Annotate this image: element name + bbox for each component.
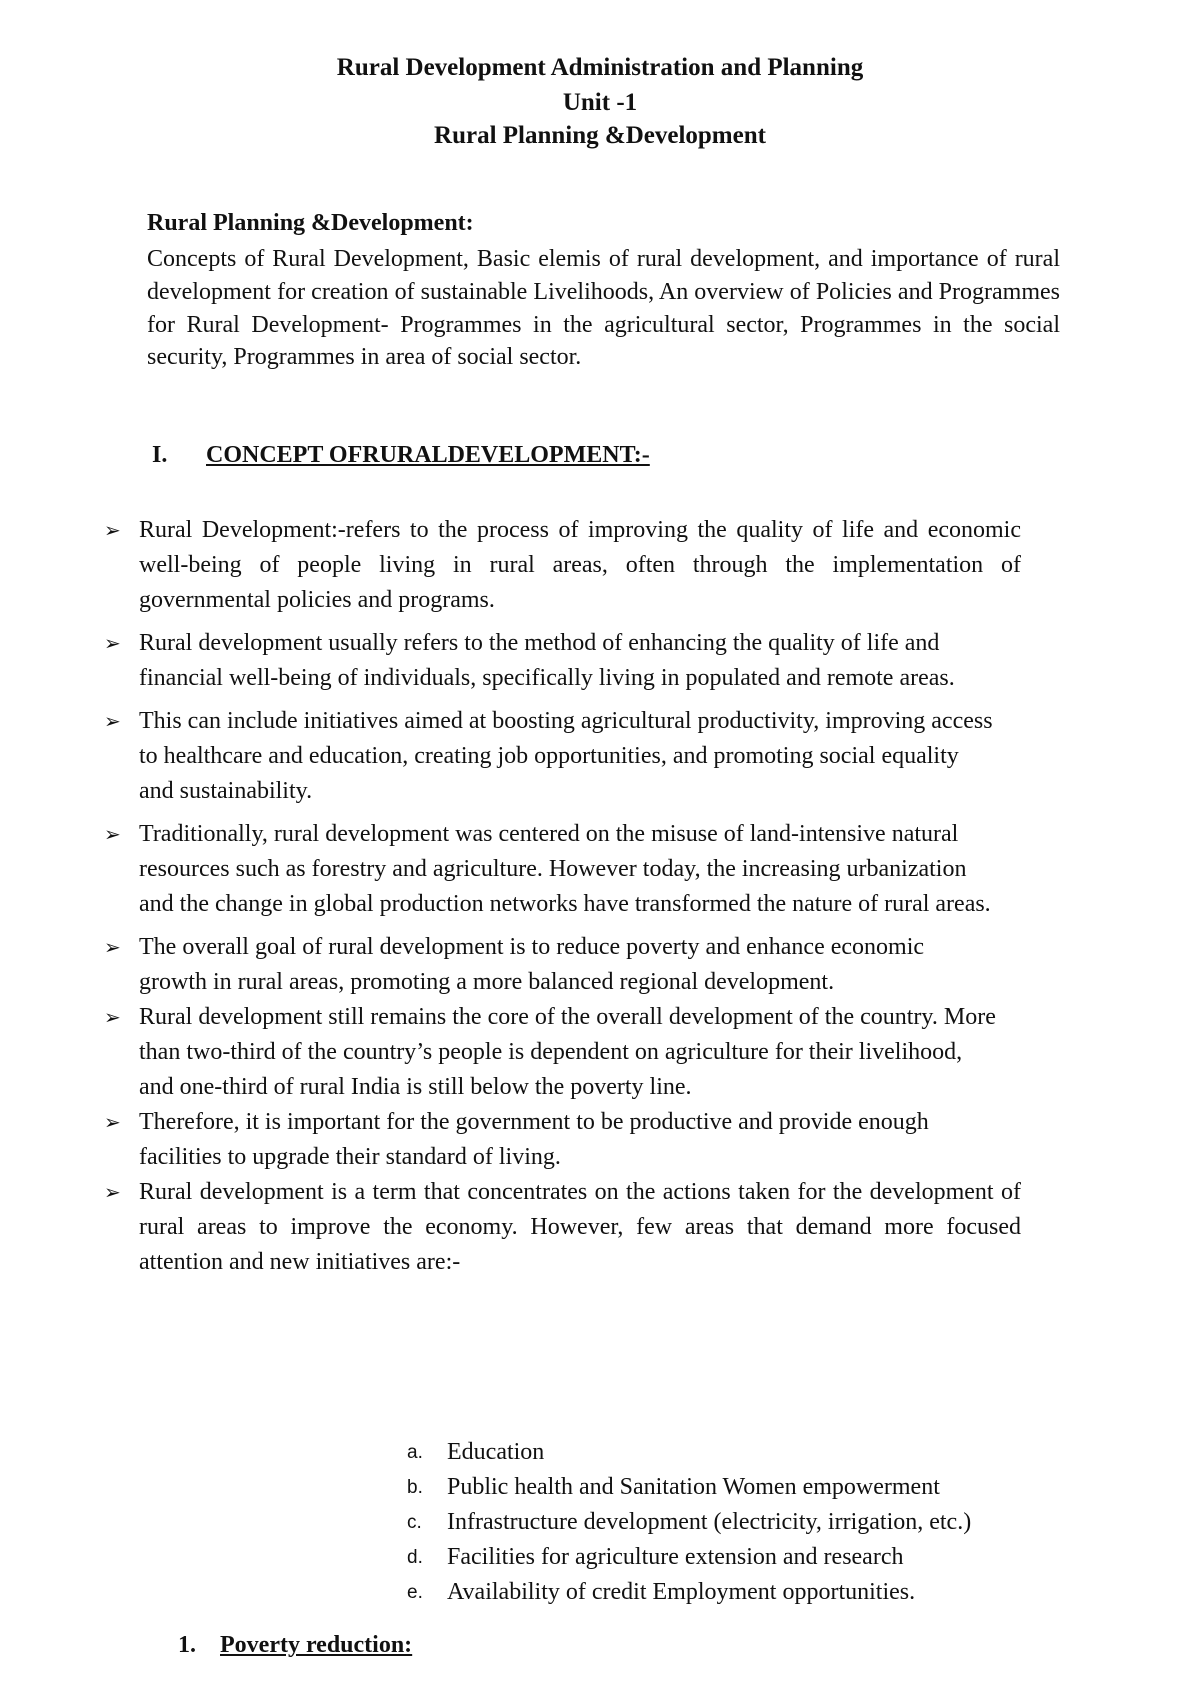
bullet-text: Therefore, it is important for the government to be productive and provide enough facilities to upgrade their standard of living. [139,1109,929,1170]
list-item [0,930,959,1000]
arrow-bullet-icon: ➢ [104,1110,121,1134]
list-item [0,1470,1200,1505]
arrow-bullet-icon: ➢ [104,1005,121,1029]
list-item [0,1000,999,1105]
list-letter: c. [407,1512,422,1533]
arrow-bullet-icon: ➢ [104,1180,121,1204]
arrow-bullet-icon: ➢ [104,518,121,542]
list-letter: d. [407,1547,423,1568]
unit-label: Unit -1 [562,89,638,116]
bullet-text: Traditionally, rural development was centered on the misuse of land-intensive natural resources such as forestry and agriculture. However today, the increasing urbanization and the change in global production networks have transformed the nature of rural areas. [139,821,991,917]
list-item-text: Availability of credit Employment opportunities. [447,1579,916,1605]
list-letter: a. [407,1442,423,1463]
list-letter: b. [407,1477,423,1498]
section-number: I. [152,442,168,468]
list-item [0,1505,1200,1540]
focus-areas-list [0,1435,1200,1610]
list-item [0,704,999,809]
list-item [0,817,999,922]
list-item-text: Education [447,1439,545,1465]
list-item [0,1105,999,1175]
list-item-text: Infrastructure development (electricity, irrigation, etc.) [447,1509,972,1535]
bullet-text: Rural Development:-refers to the process of improving the quality of life and economic well-being of people living in rural areas, often through the implementation of governmental policies and programs. [139,517,1021,613]
unit-title: Rural Planning &Development [434,122,766,149]
list-item [0,1575,1200,1610]
section-heading: CONCEPT OFRURALDEVELOPMENT:- [206,442,650,468]
intro-paragraph: Concepts of Rural Development, Basic elemis of rural development, and importance of rural development for creation of sustainable Livelihoods, An overview of Policies and Programmes for Rural Development- Programmes in the agricultural sector, Programmes in the social security, Programmes in area of social sector. [147,246,1060,371]
bullet-list [0,513,1200,1280]
list-letter: e. [407,1582,423,1603]
intro-heading: Rural Planning &Development: [147,210,474,236]
list-item-text: Facilities for agriculture extension and research [447,1544,904,1570]
bullet-text: This can include initiatives aimed at boosting agricultural productivity, improving access to healthcare and education, creating job opportunities, and promoting social equality and sustainability. [139,708,993,804]
arrow-bullet-icon: ➢ [104,822,121,846]
arrow-bullet-icon: ➢ [104,935,121,959]
arrow-bullet-icon: ➢ [104,631,121,655]
bullet-text: The overall goal of rural development is to reduce poverty and enhance economic growth in rural areas, promoting a more balanced regional development. [139,934,925,995]
bullet-text: Rural development usually refers to the method of enhancing the quality of life and financial well-being of individuals, specifically living in populated and remote areas. [139,630,955,691]
list-item [0,626,1021,696]
list-item [0,513,1021,618]
bullet-text: Rural development still remains the core of the overall development of the country. More than two-third of the country’s people is dependent on agriculture for their livelihood, and one-third of rural India is still below the poverty line. [139,1004,996,1100]
list-item-text: Public health and Sanitation Women empowerment [447,1474,940,1500]
subsection-heading: Poverty reduction: [220,1632,413,1658]
list-item [0,1540,1200,1575]
list-item [0,1175,1021,1280]
bullet-text: Rural development is a term that concentrates on the actions taken for the development of rural areas to improve the economy. However, few areas that demand more focused attention and new initiatives are:- [139,1179,1021,1275]
subsection-number: 1. [178,1632,196,1658]
list-item [0,1435,1200,1470]
document-title: Rural Development Administration and Planning [336,54,864,81]
arrow-bullet-icon: ➢ [104,709,121,733]
